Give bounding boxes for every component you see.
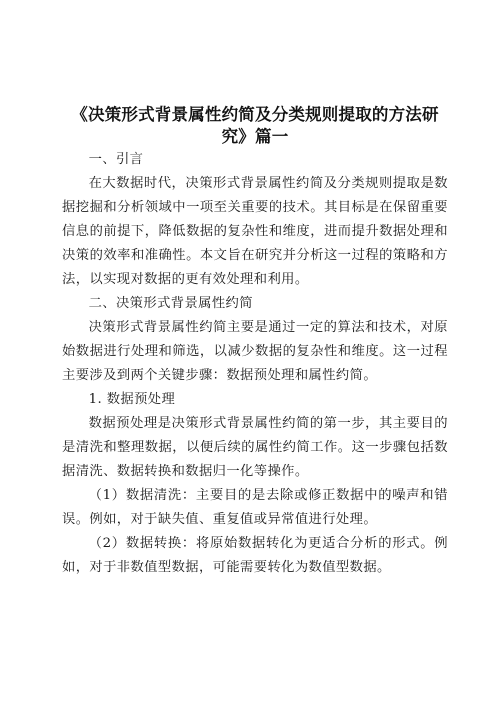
paragraph-introduction: 在大数据时代，决策形式背景属性约简及分类规则提取是数据挖掘和分析领域中一项至关重要的技术。其目标是在保留重要信息的前提下，降低数据的复杂性和维度，进而提升数据处理和决策的效率和准确性。本文旨在研究并分析这一过程的策略和方法，以实现对数据的更有效处理和利用。	[62, 176, 448, 287]
document-body	[62, 148, 448, 580]
paragraph-preprocessing: 数据预处理是决策形式背景属性约简的第一步，其主要目的是清洗和整理数据，以便后续的属性约简工作。这一步骤包括数据清洗、数据转换和数据归一化等操作。	[62, 416, 448, 479]
section-heading-attribute-reduction: 二、决策形式背景属性约简	[88, 296, 253, 311]
list-item-data-transformation: （2）数据转换：将原始数据转化为更适合分析的形式。例如，对于非数值型数据，可能需要转化为数值型数据。	[62, 536, 448, 575]
list-item-data-cleaning: （1）数据清洗：主要目的是去除或修正数据中的噪声和错误。例如，对于缺失值、重复值或异常值进行处理。	[62, 488, 448, 527]
subsection-heading-preprocessing: 1. 数据预处理	[88, 392, 176, 407]
paragraph-attribute-reduction: 决策形式背景属性约简主要是通过一定的算法和技术，对原始数据进行处理和筛选，以减少数据的复杂性和维度。这一过程主要涉及到两个关键步骤：数据预处理和属性约简。	[62, 320, 448, 383]
document-title: 《决策形式背景属性约简及分类规则提取的方法研究》篇一	[71, 105, 439, 146]
section-heading-introduction: 一、引言	[88, 152, 144, 167]
